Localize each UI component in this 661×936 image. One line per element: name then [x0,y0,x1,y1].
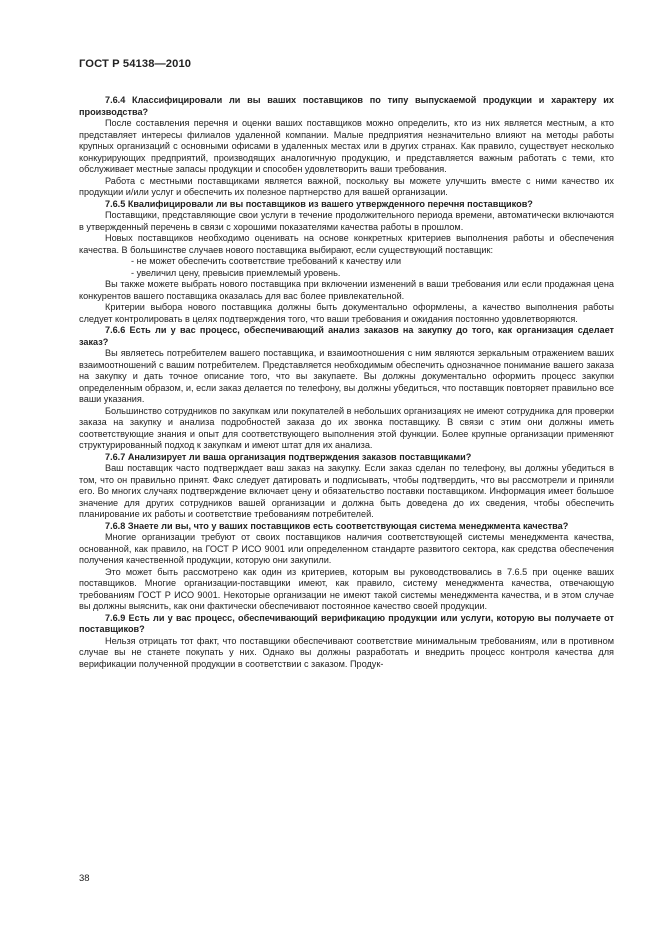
document-header: ГОСТ Р 54138—2010 [79,58,192,70]
section-heading: 7.6.9 Есть ли у вас процесс, обеспечивающий верификацию продукции или услуги, которую вы получаете от поставщиков? [79,612,614,634]
body-paragraph: Ваш поставщик часто подтверждает ваш заказ на закупку. Если заказ сделан по телефону, вы должны убедиться в том, что он правильно принят. Факс следует датировать и подписывать, чтобы подтвердить, что вы рассмотрели и приняли его. Во многих случаях подтверждение включает цену и обязательство поставки поставщиком. Информация имеет большое значение для других сотрудников вашей организации и должна быть доведена до их сведения, чтобы обеспечить планирование их работы и соответствие требованиям потребителей. [79,463,614,519]
body-paragraph: После составления перечня и оценки ваших поставщиков можно определить, кто из них является местным, а кто представляет интересы филиалов удаленной компании. Малые предприятия незначительно влияют на методы работы крупных организаций с основными офисами в удаленных местах или в других странах. Как правило, существует несколько конкурирующих предприятий, производящих аналогичную продукцию, и представляется важным работать с теми, кто обслуживает местные запасы продукции и способен удовлетворить ваши требования. [79,118,614,174]
body-paragraph: Это может быть рассмотрено как один из критериев, которым вы руководствовались в 7.6.5 при оценке ваших поставщиков. Многие организации-поставщики имеют, как правило, систему менеджмента качества, отвечающую требованиям ГОСТ Р ИСО 9001. Некоторые организации не имеют такой системы менеджмента качества, и в этом случае вы должны выяснить, как они фактически обеспечивают постоянное качество своей продукции. [79,566,614,611]
section-heading: 7.6.4 Классифицировали ли вы ваших поставщиков по типу выпускаемой продукции и характеру их производства? [79,95,614,117]
body-paragraph: Работа с местными поставщиками является важной, поскольку вы можете улучшить вместе с ними качество их продукции и/или услуг и обеспечить их полезное партнерство для вашей организации. [79,175,614,197]
body-paragraph: Вы также можете выбрать нового поставщика при включении изменений в ваши требования или если продажная цена конкурентов вашего поставщика оказалась для вас более привлекательной. [79,279,614,301]
list-item: - увеличил цену, превысив приемлемый уровень. [131,267,341,278]
body-paragraph: Новых поставщиков необходимо оценивать на основе конкретных критериев выполнения работы и обеспечения качества. В большинстве случаев нового поставщика выбирают, если существующий поставщик: [79,233,614,255]
page-number: 38 [79,873,90,884]
list-item: - не может обеспечить соответствие требований к качеству или [131,256,402,266]
section-heading: 7.6.7 Анализирует ли ваша организация подтверждения заказов поставщиками? [105,451,472,462]
section-heading: 7.6.6 Есть ли у вас процесс, обеспечивающий анализ заказов на закупку до того, как организация сделает заказ? [79,325,614,347]
body-paragraph: Большинство сотрудников по закупкам или покупателей в небольших организациях не имеют сотрудника для проверки заказа на закупку и анализа подробностей заказа до их звонка поставщику. В связи с этим они должны иметь соответствующие знания и опыт для соответствующего выполнения этой функции. Более крупные организации применяют структурированный подход к закупкам и имеют штат для их анализа. [79,405,614,450]
document-body [79,95,614,670]
body-paragraph: Нельзя отрицать тот факт, что поставщики обеспечивают соответствие минимальным требованиям, или в противном случае вы не станете покупать у них. Однако вы должны разработать и внедрить процесс контроля качества для верификации полученной продукции в соответствии с заказом. Продук- [79,635,614,669]
body-paragraph: Многие организации требуют от своих поставщиков наличия соответствующей системы менеджмента качества, основанной, как правило, на ГОСТ Р ИСО 9001 или определенном стандарте развитого сектора, как средства обеспечения получения качественной продукции, которую они закупили. [79,532,614,565]
body-paragraph: Поставщики, представляющие свои услуги в течение продолжительного периода времени, автоматически включаются в утвержденный перечень в связи с хорошими показателями качества работы в прошлом. [79,210,614,232]
section-heading: 7.6.5 Квалифицировали ли вы поставщиков из вашего утвержденного перечня поставщиков? [105,198,533,209]
body-paragraph: Вы являетесь потребителем вашего поставщика, и взаимоотношения с ним являются зеркальным отражением ваших взаимоотношений с вашим потребителем. Представляется необходимым обеспечить однозначное понимание вашего заказа на закупку и дать точное описание того, что вы закупаете. Вы должны документально оформить процесс закупки определенным образом, и, если заказ делается по телефону, вы должны убедиться, что поставщик повторяет правильно все ваши указания. [79,348,614,404]
section-heading: 7.6.8 Знаете ли вы, что у ваших поставщиков есть соответствующая система менеджмента качества? [105,520,569,531]
body-paragraph: Критерии выбора нового поставщика должны быть документально оформлены, а качество выполнения работы следует контролировать в целях подтверждения того, что ваши требования и ожидания постоянно удовлетворяются. [79,302,614,324]
